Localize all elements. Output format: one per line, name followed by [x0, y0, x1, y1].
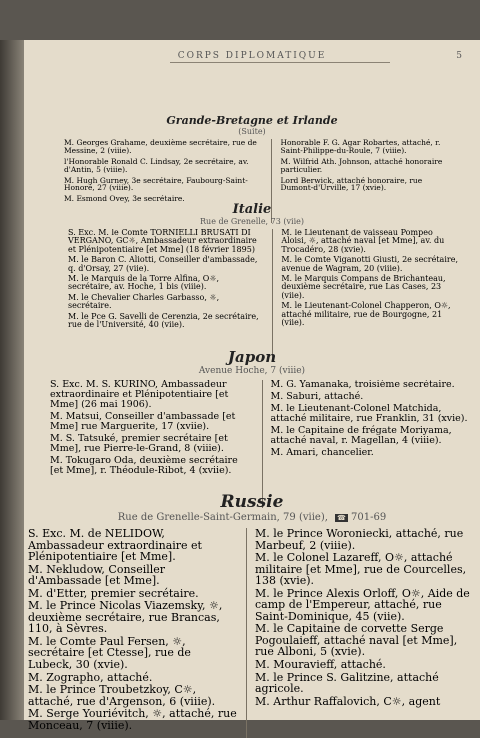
- section-title: Grande-Bretagne et Irlande: [166, 114, 338, 127]
- list-item: M. le Colonel Lazareff, O☼, attaché militaire [et Mme], rue de Courcelles, 138 (xvie).: [255, 551, 467, 588]
- list-item: M. le Capitaine de frégate Moriyama, attaché naval, r. Magellan, 4 (viiie).: [270, 424, 452, 446]
- section-columns: [24, 380, 480, 508]
- list-item: M. le Pce G. Savelli de Cerenzia, 2e secrétaire, rue de l'Université, 40 (viie).: [68, 311, 259, 329]
- list-item: M. Arthur Raffalovich, C☼, agent: [255, 694, 441, 708]
- list-item: M. le Lieutenant-Colonel Matchida, attaché militaire, rue Franklin, 31 (xvie).: [270, 402, 468, 424]
- left-column: [68, 229, 272, 359]
- list-item: Lord Berwick, attaché honoraire, rue Dumont-d'Urville, 17 (xvie).: [280, 175, 423, 193]
- list-item: M. S. Tatsuké, premier secrétaire [et Mme], rue Pierre-le-Grand, 8 (viiie).: [50, 432, 228, 454]
- section-russie: [24, 492, 480, 738]
- section-japon: [24, 348, 480, 508]
- list-item: M. Nekludow, Conseiller d'Ambassade [et Mme].: [28, 562, 166, 588]
- section-title: Japon: [227, 348, 277, 366]
- list-item: M. Saburi, attaché.: [270, 390, 364, 402]
- page-number: 5: [456, 51, 464, 61]
- list-item: M. le Baron C. Aliotti, Conseiller d'ambassade, q. d'Orsay, 27 (viie).: [68, 255, 258, 273]
- list-item: M. Matsui, Conseiller d'ambassade [et Mme] rue Marguerite, 17 (xviie).: [50, 410, 236, 432]
- list-item: M. le Prince Troubetzkoy, C☼, attaché, rue d'Argenson, 6 (viiie).: [28, 683, 216, 708]
- right-column: [263, 380, 471, 508]
- section-title: Italie: [232, 202, 272, 217]
- left-column: [50, 380, 262, 508]
- list-item: M. le Prince Alexis Orloff, O☼, Aide de camp de l'Empereur, attaché, rue Saint-Dominique, 45 (viie).: [255, 586, 470, 623]
- telephone-icon: ☎: [337, 514, 346, 522]
- section-columns: [24, 528, 480, 738]
- list-item: M. le Prince Woroniecki, attaché, rue Marbeuf, 2 (viiie).: [255, 528, 464, 552]
- list-item: M. Hugh Gurney, 3e secrétaire, Faubourg-Saint-Honoré, 27 (viiie).: [64, 175, 248, 193]
- list-item: M. le Prince Nicolas Viazemsky, ☼, deuxième secrétaire, rue Brancas, 110, à Sèvres.: [28, 599, 223, 636]
- list-item: M. le Chevalier Charles Garbasso, ☼, secrétaire.: [68, 292, 220, 311]
- list-item: M. Amari, chancelier.: [270, 446, 374, 458]
- section-title: Russie: [220, 492, 284, 512]
- running-title: CORPS DIPLOMATIQUE: [177, 51, 327, 61]
- list-item: M. le Prince S. Galitzine, attaché agricole.: [255, 670, 439, 696]
- list-item: Honorable F. G. Agar Robartes, attaché, r. Saint-Philippe-du-Roule, 7 (viiie).: [280, 139, 441, 155]
- list-item: M. Serge Youriévitch, ☼, attaché, rue Monceau, 7 (viiie).: [28, 707, 237, 732]
- list-item: S. Exc. M. de NÉLIDOW, Ambassadeur extraordinaire et Plénipotentiaire [et Mme].: [28, 528, 202, 564]
- list-item: M. le Lieutenant de vaisseau Pompeo Aloisi, ☼, attaché naval [et Mme], av. du Trocadéro, 28 (xvie).: [281, 229, 445, 254]
- list-item: M. le Marquis de la Torre Alfina, O☼, secrétaire, av. Hoche, 1 bis (viiie).: [68, 273, 220, 292]
- list-item: M. G. Yamanaka, troisième secrétaire.: [270, 380, 455, 390]
- list-item: M. d'Etter, premier secrétaire.: [28, 586, 199, 600]
- book-spine: [0, 40, 24, 720]
- section-subtitle: Avenue Hoche, 7 (viiie): [198, 366, 306, 376]
- list-item: l'Honorable Ronald C. Lindsay, 2e secrétaire, av. d'Antin, 5 (viiie).: [64, 156, 249, 174]
- list-item: M. le Comte Viganotti Giusti, 2e secrétaire, avenue de Wagram, 20 (viiie).: [281, 255, 458, 273]
- list-item: M. le Lieutenant-Colonel Chapperon, O☼, attaché militaire, rue de Bourgogne, 21 (viie).: [281, 301, 451, 327]
- list-item: M. le Comte Paul Fersen, ☼, secrétaire [et Ctesse], rue de Lubeck, 30 (xvie).: [28, 634, 191, 672]
- section-subtitle: Rue de Grenelle, 73 (viie): [200, 217, 304, 226]
- left-column: [28, 528, 246, 738]
- section-subtitle: (Suite): [238, 127, 266, 136]
- telephone-number: 701-69: [351, 512, 387, 523]
- right-column: [247, 528, 471, 738]
- list-item: M. Mouravieff, attaché.: [255, 658, 386, 672]
- list-item: M. Zographo, attaché.: [28, 670, 153, 684]
- section-address: Rue de Grenelle-Saint-Germain, 79 (viie),: [117, 512, 328, 523]
- list-item: M. Esmond Ovey, 3e secrétaire.: [64, 194, 185, 204]
- section-columns: [24, 229, 480, 359]
- list-item: M. Georges Grahame, deuxième secrétaire, rue de Messine, 2 (viiie).: [64, 139, 257, 155]
- list-item: M. Wilfrid Ath. Johnson, attaché honoraire particulier.: [280, 156, 443, 174]
- list-item: S. Exc. M. S. KURINO, Ambassadeur extraordinaire et Plénipotentiaire [et Mme] (26 mai 1906).: [50, 380, 229, 410]
- section-subtitle: [24, 512, 480, 523]
- running-header: [24, 51, 480, 61]
- list-item: S. Exc. M. le Comte TORNIELLI BRUSATI DI VERGANO, GC☼, Ambassadeur extraordinaire et Plénipotentiaire [et Mme] (18 février 1895): [68, 229, 257, 254]
- list-item: M. Tokugaro Oda, deuxième secrétaire [et Mme], r. Théodule-Ribot, 4 (xviie).: [50, 454, 238, 476]
- list-item: M. le Marquis Compans de Brichanteau, deuxième secrétaire, rue Las Cases, 23 (viie).: [281, 273, 446, 300]
- header-rule: [170, 62, 390, 63]
- list-item: M. le Capitaine de corvette Serge Pogoulaieff, attaché naval [et Mme], rue Alboni, 5 (xvie).: [255, 622, 458, 659]
- right-column: [273, 229, 458, 359]
- section-italie: [24, 202, 480, 359]
